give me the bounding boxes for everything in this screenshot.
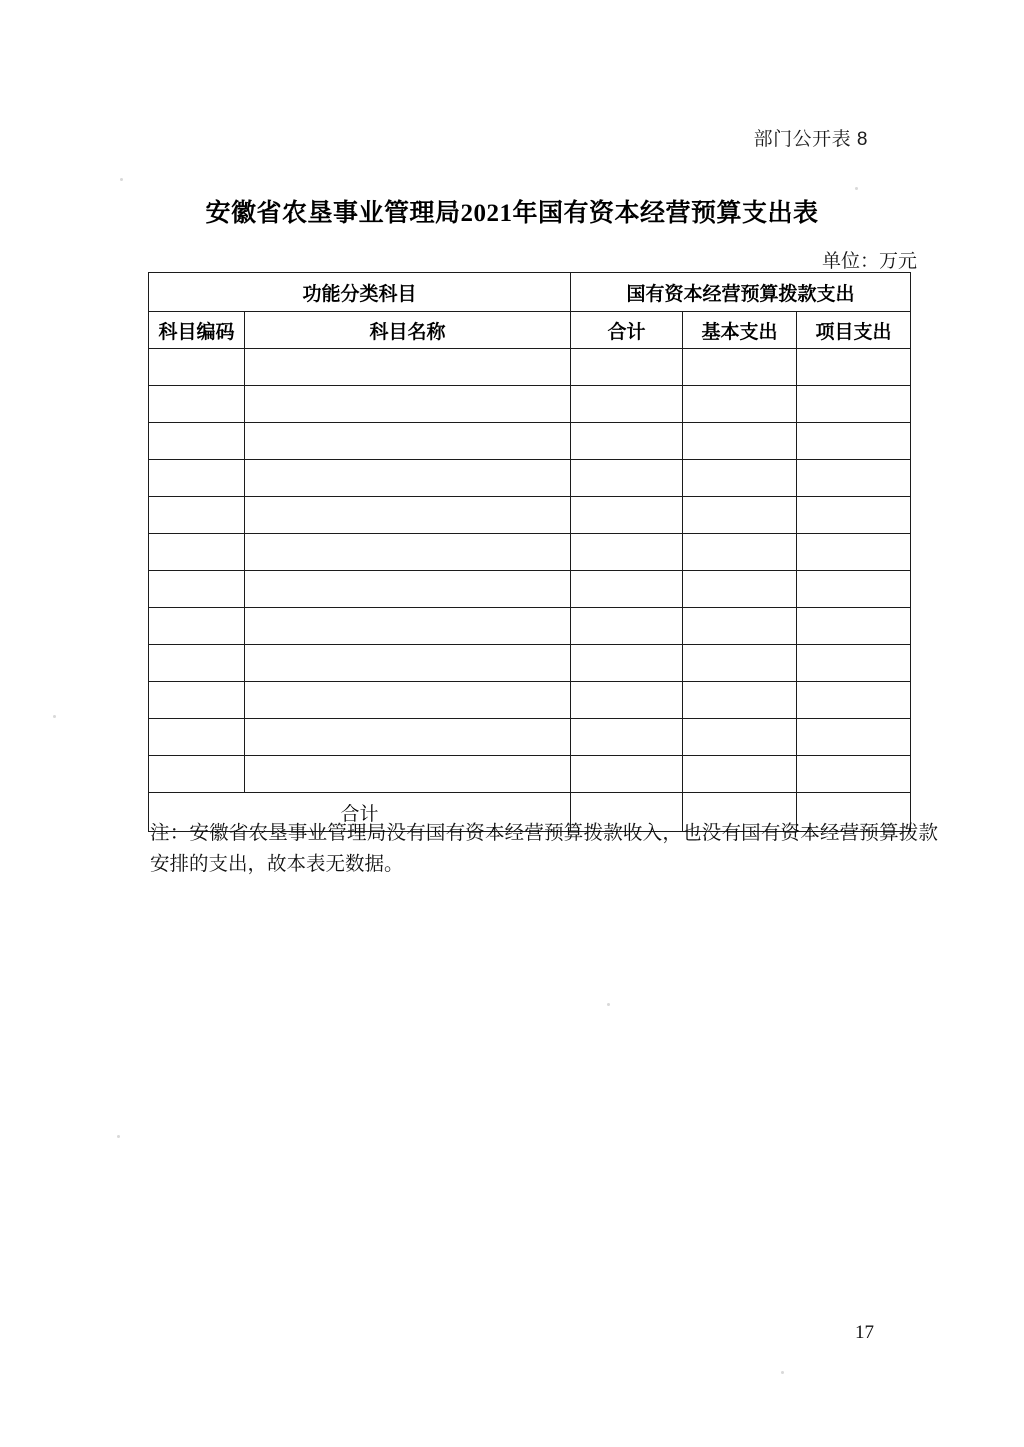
- cell-subject-code: [149, 460, 245, 497]
- group-header-state-capital-expenditure: 国有资本经营预算拨款支出: [571, 273, 911, 312]
- cell-basic-expenditure: [683, 682, 797, 719]
- cell-basic-expenditure: [683, 460, 797, 497]
- cell-basic-expenditure: [683, 645, 797, 682]
- cell-basic-expenditure: [683, 349, 797, 386]
- cell-subject-code: [149, 386, 245, 423]
- cell-subject-code: [149, 349, 245, 386]
- cell-total: [571, 349, 683, 386]
- cell-subject-name: [245, 756, 571, 793]
- document-tag: 部门公开表 8: [753, 129, 868, 150]
- table-row: [149, 571, 911, 608]
- column-header-total: 合计: [571, 312, 683, 349]
- cell-total: [571, 719, 683, 756]
- cell-project-expenditure: [797, 682, 911, 719]
- cell-subject-code: [149, 682, 245, 719]
- table-note: 注：安徽省农垦事业管理局没有国有资本经营预算拨款收入，也没有国有资本经营预算拨款安排的支出，故本表无数据。: [150, 822, 938, 875]
- cell-project-expenditure: [797, 386, 911, 423]
- cell-total: [571, 460, 683, 497]
- scan-speck: [117, 1135, 120, 1138]
- table-row: [149, 645, 911, 682]
- cell-subject-code: [149, 756, 245, 793]
- table-header: [149, 273, 911, 349]
- cell-project-expenditure: [797, 423, 911, 460]
- cell-subject-name: [245, 349, 571, 386]
- page-title: 安徽省农垦事业管理局2021年国有资本经营预算支出表: [205, 200, 819, 227]
- budget-table: [148, 272, 911, 832]
- cell-subject-code: [149, 645, 245, 682]
- table-row: [149, 534, 911, 571]
- scan-speck: [120, 178, 123, 181]
- cell-project-expenditure: [797, 460, 911, 497]
- cell-subject-code: [149, 423, 245, 460]
- cell-project-expenditure: [797, 349, 911, 386]
- cell-basic-expenditure: [683, 423, 797, 460]
- cell-subject-code: [149, 719, 245, 756]
- total-label: 合计: [149, 793, 571, 832]
- column-header-subject-name: 科目名称: [245, 312, 571, 349]
- cell-project-expenditure: [797, 645, 911, 682]
- cell-total: [571, 756, 683, 793]
- scan-speck: [855, 187, 858, 190]
- column-header-project-expenditure: 项目支出: [797, 312, 911, 349]
- cell-subject-name: [245, 423, 571, 460]
- table-group-header-row: [149, 273, 911, 312]
- cell-subject-code: [149, 608, 245, 645]
- cell-basic-expenditure: [683, 571, 797, 608]
- scan-speck: [781, 1371, 784, 1374]
- cell-subject-code: [149, 497, 245, 534]
- column-header-subject-code: 科目编码: [149, 312, 245, 349]
- scan-speck: [607, 1003, 610, 1006]
- cell-total: [571, 571, 683, 608]
- scan-speck: [53, 715, 56, 718]
- table-row: [149, 608, 911, 645]
- cell-subject-name: [245, 534, 571, 571]
- budget-table-container: [148, 272, 910, 832]
- cell-subject-code: [149, 571, 245, 608]
- cell-basic-expenditure: [683, 534, 797, 571]
- cell-subject-name: [245, 645, 571, 682]
- table-column-header-row: [149, 312, 911, 349]
- table-row: [149, 349, 911, 386]
- cell-basic-expenditure: [683, 608, 797, 645]
- cell-subject-name: [245, 571, 571, 608]
- cell-subject-name: [245, 682, 571, 719]
- cell-subject-name: [245, 608, 571, 645]
- cell-basic-expenditure: [683, 719, 797, 756]
- table-row: [149, 386, 911, 423]
- cell-total: [571, 645, 683, 682]
- cell-subject-name: [245, 719, 571, 756]
- table-row: [149, 719, 911, 756]
- table-row: [149, 756, 911, 793]
- cell-project-expenditure: [797, 719, 911, 756]
- cell-basic-expenditure: [683, 386, 797, 423]
- table-row: [149, 682, 911, 719]
- table-row: [149, 460, 911, 497]
- group-header-functional-category: 功能分类科目: [149, 273, 571, 312]
- cell-project-expenditure: [797, 534, 911, 571]
- cell-total: [571, 608, 683, 645]
- cell-total: [571, 497, 683, 534]
- cell-basic-expenditure: [683, 756, 797, 793]
- cell-total: [571, 534, 683, 571]
- cell-subject-name: [245, 386, 571, 423]
- column-header-basic-expenditure: 基本支出: [683, 312, 797, 349]
- cell-total: [571, 386, 683, 423]
- cell-total: [571, 682, 683, 719]
- cell-project-expenditure: [797, 608, 911, 645]
- table-row: [149, 497, 911, 534]
- unit-label: 单位：万元: [821, 251, 917, 272]
- cell-project-expenditure: [797, 756, 911, 793]
- cell-subject-name: [245, 460, 571, 497]
- table-body: [149, 349, 911, 832]
- cell-total: [571, 423, 683, 460]
- cell-basic-expenditure: [683, 497, 797, 534]
- cell-subject-code: [149, 534, 245, 571]
- cell-project-expenditure: [797, 571, 911, 608]
- cell-subject-name: [245, 497, 571, 534]
- table-row: [149, 423, 911, 460]
- cell-project-expenditure: [797, 497, 911, 534]
- page-number: 17: [855, 1322, 874, 1343]
